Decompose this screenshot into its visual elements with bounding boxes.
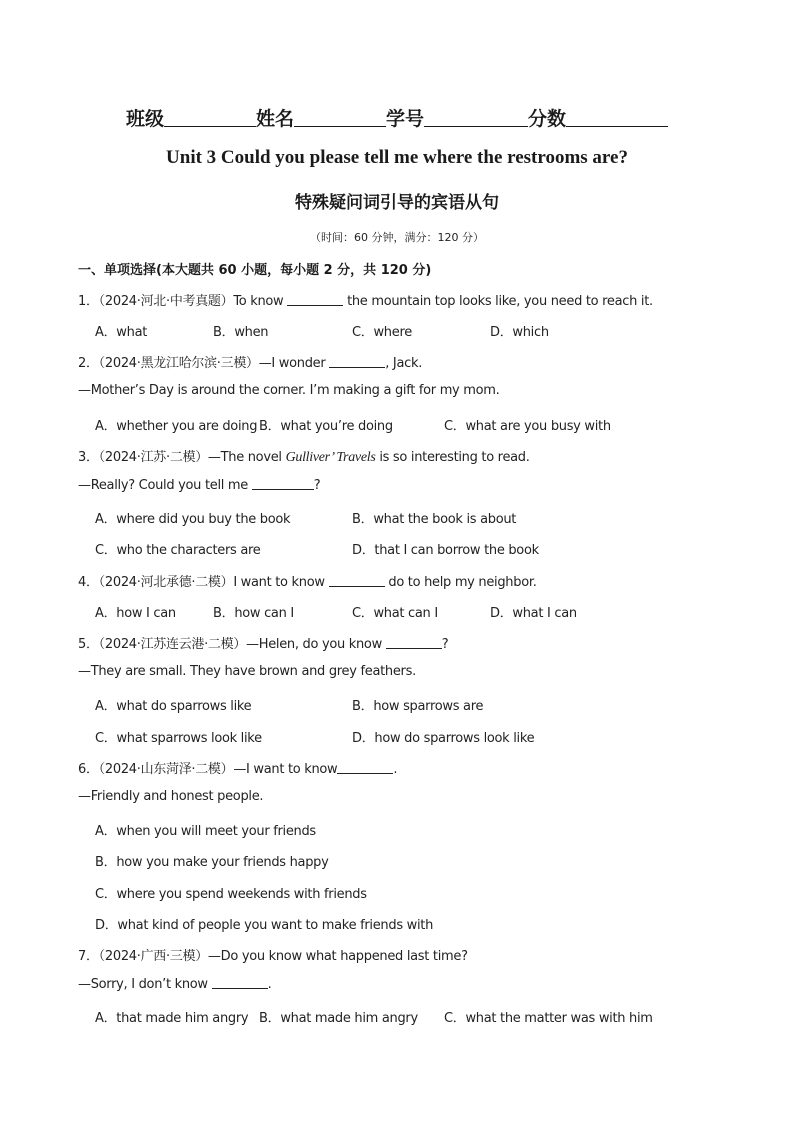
question-4-option-a[interactable]: A．how I can	[95, 606, 176, 621]
student-info-line	[0, 104, 794, 131]
answer-blank[interactable]	[329, 574, 385, 587]
question-2-option-b[interactable]: B．what you’re doing	[259, 419, 393, 434]
answer-blank[interactable]	[337, 761, 393, 774]
question-3-option-c[interactable]: C．who the characters are	[95, 543, 261, 558]
question-3-dialogue: —Really? Could you tell me ?	[78, 478, 321, 493]
question-6-option-a[interactable]: A．when you will meet your friends	[95, 824, 316, 839]
id-blank[interactable]	[424, 108, 528, 127]
question-6-option-d[interactable]: D．what kind of people you want to make friends with	[95, 918, 434, 933]
question-2-dialogue: —Mother’s Day is around the corner. I’m making a gift for my mom.	[78, 383, 500, 398]
question-5-stem: 5．（2024·江苏连云港·二模）—Helen, do you know ?	[78, 637, 449, 652]
name-label: 姓名	[255, 108, 294, 130]
page-title: Unit 3 Could you please tell me where the restrooms are?	[166, 147, 628, 168]
answer-blank[interactable]	[386, 636, 442, 649]
question-1-option-c[interactable]: C．where	[352, 325, 412, 340]
question-2-stem: 2．（2024·黑龙江哈尔滨·三模）—I wonder , Jack.	[78, 356, 423, 371]
question-7-option-b[interactable]: B．what made him angry	[259, 1011, 418, 1026]
question-6-option-c[interactable]: C．where you spend weekends with friends	[95, 887, 367, 902]
score-blank[interactable]	[566, 108, 668, 127]
question-5-option-c[interactable]: C．what sparrows look like	[95, 731, 262, 746]
book-title: Gulliver’ Travels	[285, 450, 376, 465]
question-4-option-d[interactable]: D．what I can	[490, 606, 577, 621]
question-6-dialogue: —Friendly and honest people.	[78, 789, 264, 804]
question-3-stem: 3．（2024·江苏·二模）—The novel Gulliver’ Travels is so interesting to read.	[78, 450, 530, 465]
question-1-option-a[interactable]: A．what	[95, 325, 148, 340]
question-1-option-b[interactable]: B．when	[213, 325, 269, 340]
answer-blank[interactable]	[329, 355, 385, 368]
answer-blank[interactable]	[212, 976, 268, 989]
question-3-option-a[interactable]: A．where did you buy the book	[95, 512, 291, 527]
question-6-option-b[interactable]: B．how you make your friends happy	[95, 855, 329, 870]
question-7-dialogue: —Sorry, I don’t know .	[78, 977, 272, 992]
question-4-option-c[interactable]: C．what can I	[352, 606, 438, 621]
id-label: 学号	[386, 108, 425, 130]
question-2-option-a[interactable]: A．whether you are doing	[95, 419, 258, 434]
question-5-option-a[interactable]: A．what do sparrows like	[95, 699, 252, 714]
class-blank[interactable]	[164, 108, 256, 127]
exam-note: （时间：60 分钟，满分：120 分）	[310, 231, 484, 244]
question-1-option-d[interactable]: D．which	[490, 325, 549, 340]
question-4-stem: 4．（2024·河北承德·二模）I want to know do to help my neighbor.	[78, 575, 537, 590]
question-5-dialogue: —They are small. They have brown and grey feathers.	[78, 664, 416, 679]
answer-blank[interactable]	[287, 293, 343, 306]
question-1-stem: 1．（2024·河北·中考真题）To know the mountain top looks like, you need to reach it.	[78, 294, 653, 309]
question-7-stem: 7．（2024·广西·三模）—Do you know what happened last time?	[78, 949, 468, 964]
question-2-option-c[interactable]: C．what are you busy with	[444, 419, 611, 434]
question-3-option-d[interactable]: D．that I can borrow the book	[352, 543, 539, 558]
score-label: 分数	[528, 108, 567, 130]
name-blank[interactable]	[294, 108, 386, 127]
question-7-option-c[interactable]: C．what the matter was with him	[444, 1011, 653, 1026]
question-5-option-d[interactable]: D．how do sparrows look like	[352, 731, 535, 746]
section-heading: 一、单项选择(本大题共 60 小题，每小题 2 分，共 120 分)	[78, 263, 432, 278]
question-6-stem: 6．（2024·山东菏泽·二模）—I want to know .	[78, 762, 398, 777]
answer-blank[interactable]	[252, 477, 314, 490]
question-7-option-a[interactable]: A．that made him angry	[95, 1011, 249, 1026]
page-subtitle: 特殊疑问词引导的宾语从句	[295, 193, 499, 213]
class-label: 班级	[125, 108, 164, 130]
question-3-option-b[interactable]: B．what the book is about	[352, 512, 517, 527]
question-5-option-b[interactable]: B．how sparrows are	[352, 699, 484, 714]
question-4-option-b[interactable]: B．how can I	[213, 606, 294, 621]
